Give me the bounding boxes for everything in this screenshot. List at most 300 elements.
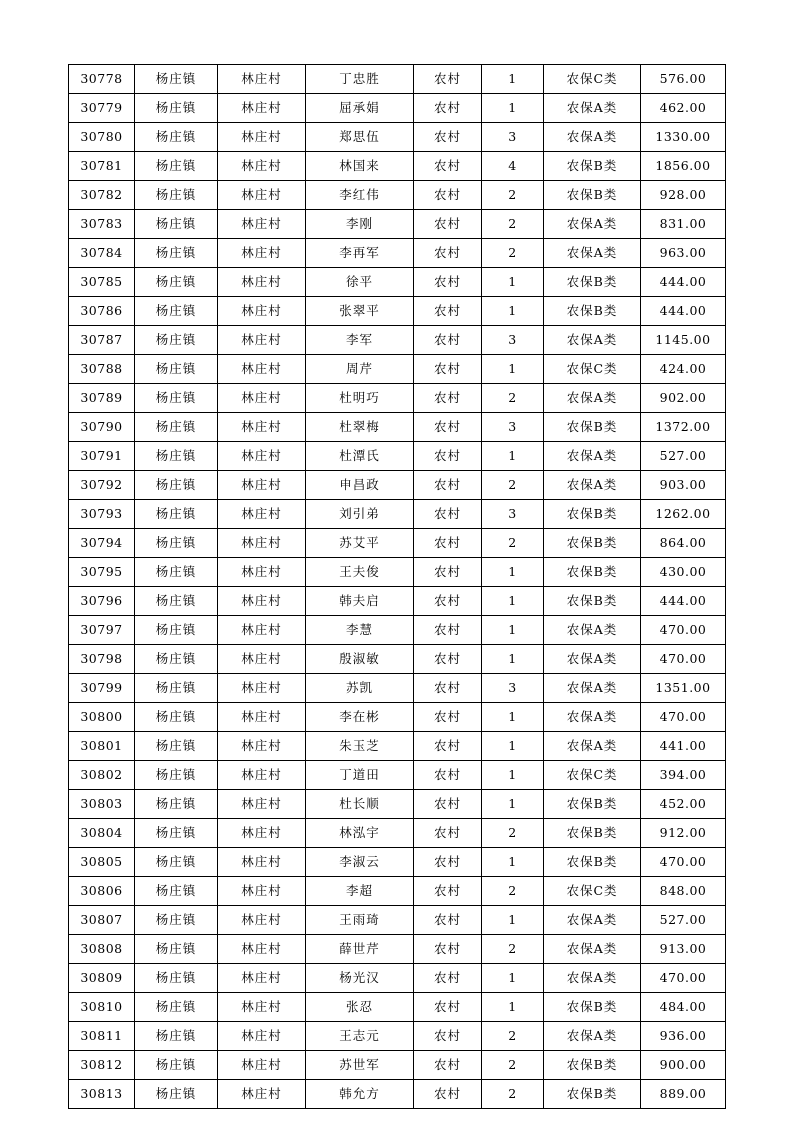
row-category: 农保B类 [544,587,641,616]
row-town: 杨庄镇 [135,993,218,1022]
table-row [69,413,726,442]
row-village: 林庄村 [218,355,306,384]
row-category: 农保A类 [544,616,641,645]
table-row [69,442,726,471]
row-id: 30795 [69,558,135,587]
row-id: 30807 [69,906,135,935]
row-person-count: 2 [482,1022,544,1051]
row-amount: 452.00 [641,790,726,819]
row-id: 30788 [69,355,135,384]
table-row [69,384,726,413]
row-village: 林庄村 [218,645,306,674]
row-category: 农保A类 [544,935,641,964]
table-row [69,326,726,355]
row-village: 林庄村 [218,210,306,239]
row-person-count: 1 [482,964,544,993]
row-household-type: 农村 [414,529,482,558]
row-household-type: 农村 [414,500,482,529]
row-amount: 527.00 [641,442,726,471]
row-household-type: 农村 [414,355,482,384]
row-amount: 470.00 [641,645,726,674]
row-town: 杨庄镇 [135,442,218,471]
row-person-count: 1 [482,906,544,935]
row-id: 30808 [69,935,135,964]
row-person-count: 2 [482,877,544,906]
row-amount: 912.00 [641,819,726,848]
row-amount: 1262.00 [641,500,726,529]
row-household-type: 农村 [414,1022,482,1051]
row-town: 杨庄镇 [135,326,218,355]
row-id: 30787 [69,326,135,355]
row-village: 林庄村 [218,587,306,616]
row-id: 30780 [69,123,135,152]
row-id: 30792 [69,471,135,500]
row-id: 30800 [69,703,135,732]
row-town: 杨庄镇 [135,1080,218,1109]
row-household-type: 农村 [414,674,482,703]
row-household-type: 农村 [414,645,482,674]
row-household-type: 农村 [414,1051,482,1080]
row-category: 农保B类 [544,993,641,1022]
row-village: 林庄村 [218,993,306,1022]
row-town: 杨庄镇 [135,674,218,703]
row-household-type: 农村 [414,471,482,500]
table-row [69,558,726,587]
table-row [69,761,726,790]
table-row [69,1022,726,1051]
row-village: 林庄村 [218,1080,306,1109]
table-row [69,210,726,239]
table-row [69,94,726,123]
row-category: 农保B类 [544,413,641,442]
beneficiary-table [68,64,726,1109]
row-amount: 1145.00 [641,326,726,355]
row-village: 林庄村 [218,500,306,529]
row-amount: 430.00 [641,558,726,587]
row-name: 丁忠胜 [306,65,414,94]
row-town: 杨庄镇 [135,471,218,500]
table-row [69,790,726,819]
row-person-count: 1 [482,65,544,94]
row-person-count: 1 [482,993,544,1022]
row-town: 杨庄镇 [135,587,218,616]
row-town: 杨庄镇 [135,703,218,732]
row-amount: 484.00 [641,993,726,1022]
row-amount: 470.00 [641,848,726,877]
table-row [69,500,726,529]
row-amount: 963.00 [641,239,726,268]
row-person-count: 3 [482,326,544,355]
row-category: 农保A类 [544,964,641,993]
row-id: 30801 [69,732,135,761]
row-town: 杨庄镇 [135,1051,218,1080]
row-town: 杨庄镇 [135,268,218,297]
row-category: 农保B类 [544,500,641,529]
row-category: 农保B类 [544,819,641,848]
row-person-count: 1 [482,645,544,674]
row-id: 30803 [69,790,135,819]
row-village: 林庄村 [218,123,306,152]
row-category: 农保A类 [544,326,641,355]
row-amount: 864.00 [641,529,726,558]
row-amount: 444.00 [641,268,726,297]
table-row [69,1080,726,1109]
row-category: 农保B类 [544,181,641,210]
row-amount: 462.00 [641,94,726,123]
row-amount: 394.00 [641,761,726,790]
row-town: 杨庄镇 [135,297,218,326]
row-category: 农保B类 [544,1051,641,1080]
row-name: 周芹 [306,355,414,384]
row-town: 杨庄镇 [135,877,218,906]
row-household-type: 农村 [414,848,482,877]
row-town: 杨庄镇 [135,384,218,413]
row-amount: 1372.00 [641,413,726,442]
table-row [69,268,726,297]
row-amount: 576.00 [641,65,726,94]
table-row [69,993,726,1022]
table-row [69,616,726,645]
row-name: 苏世军 [306,1051,414,1080]
row-town: 杨庄镇 [135,500,218,529]
row-town: 杨庄镇 [135,355,218,384]
row-id: 30796 [69,587,135,616]
row-town: 杨庄镇 [135,529,218,558]
row-village: 林庄村 [218,268,306,297]
row-name: 李再军 [306,239,414,268]
row-category: 农保B类 [544,790,641,819]
row-town: 杨庄镇 [135,935,218,964]
row-village: 林庄村 [218,848,306,877]
row-amount: 889.00 [641,1080,726,1109]
row-town: 杨庄镇 [135,848,218,877]
row-person-count: 2 [482,529,544,558]
row-amount: 470.00 [641,964,726,993]
row-person-count: 2 [482,819,544,848]
row-amount: 470.00 [641,616,726,645]
row-amount: 444.00 [641,297,726,326]
row-amount: 900.00 [641,1051,726,1080]
row-id: 30804 [69,819,135,848]
row-category: 农保A类 [544,645,641,674]
row-name: 李刚 [306,210,414,239]
row-id: 30778 [69,65,135,94]
row-category: 农保C类 [544,355,641,384]
row-town: 杨庄镇 [135,964,218,993]
row-village: 林庄村 [218,877,306,906]
row-name: 苏艾平 [306,529,414,558]
row-town: 杨庄镇 [135,761,218,790]
row-id: 30793 [69,500,135,529]
row-household-type: 农村 [414,326,482,355]
row-household-type: 农村 [414,413,482,442]
row-town: 杨庄镇 [135,558,218,587]
row-category: 农保B类 [544,152,641,181]
row-village: 林庄村 [218,906,306,935]
row-household-type: 农村 [414,790,482,819]
row-category: 农保A类 [544,732,641,761]
row-name: 苏凯 [306,674,414,703]
table-row [69,355,726,384]
row-household-type: 农村 [414,906,482,935]
row-person-count: 1 [482,616,544,645]
row-village: 林庄村 [218,239,306,268]
row-id: 30794 [69,529,135,558]
table-row [69,239,726,268]
row-household-type: 农村 [414,964,482,993]
table-row [69,123,726,152]
row-person-count: 1 [482,558,544,587]
row-village: 林庄村 [218,94,306,123]
row-name: 徐平 [306,268,414,297]
row-household-type: 农村 [414,703,482,732]
row-name: 林国来 [306,152,414,181]
row-person-count: 1 [482,355,544,384]
row-household-type: 农村 [414,877,482,906]
row-id: 30786 [69,297,135,326]
row-category: 农保A类 [544,94,641,123]
row-village: 林庄村 [218,819,306,848]
row-person-count: 1 [482,732,544,761]
row-amount: 903.00 [641,471,726,500]
row-person-count: 1 [482,790,544,819]
row-name: 李军 [306,326,414,355]
row-village: 林庄村 [218,1022,306,1051]
row-id: 30783 [69,210,135,239]
row-category: 农保A类 [544,674,641,703]
row-person-count: 2 [482,181,544,210]
row-name: 张翠平 [306,297,414,326]
row-name: 李淑云 [306,848,414,877]
row-household-type: 农村 [414,761,482,790]
row-household-type: 农村 [414,819,482,848]
row-category: 农保C类 [544,877,641,906]
row-household-type: 农村 [414,1080,482,1109]
row-category: 农保A类 [544,210,641,239]
row-id: 30791 [69,442,135,471]
table-row [69,819,726,848]
row-amount: 441.00 [641,732,726,761]
row-village: 林庄村 [218,935,306,964]
row-town: 杨庄镇 [135,819,218,848]
row-person-count: 1 [482,268,544,297]
row-id: 30798 [69,645,135,674]
row-amount: 470.00 [641,703,726,732]
row-village: 林庄村 [218,471,306,500]
table-row [69,471,726,500]
row-amount: 444.00 [641,587,726,616]
row-name: 刘引弟 [306,500,414,529]
row-town: 杨庄镇 [135,790,218,819]
row-household-type: 农村 [414,732,482,761]
row-amount: 913.00 [641,935,726,964]
row-village: 林庄村 [218,65,306,94]
row-town: 杨庄镇 [135,123,218,152]
row-village: 林庄村 [218,152,306,181]
table-row [69,645,726,674]
row-name: 郑思伍 [306,123,414,152]
row-id: 30806 [69,877,135,906]
row-name: 杜翠梅 [306,413,414,442]
row-amount: 527.00 [641,906,726,935]
row-village: 林庄村 [218,964,306,993]
row-person-count: 1 [482,297,544,326]
row-id: 30805 [69,848,135,877]
row-household-type: 农村 [414,993,482,1022]
row-person-count: 2 [482,384,544,413]
table-row [69,65,726,94]
row-household-type: 农村 [414,616,482,645]
row-name: 杜长顺 [306,790,414,819]
row-village: 林庄村 [218,384,306,413]
row-household-type: 农村 [414,239,482,268]
row-person-count: 2 [482,1080,544,1109]
row-category: 农保A类 [544,1022,641,1051]
row-person-count: 2 [482,239,544,268]
row-person-count: 1 [482,761,544,790]
table-row [69,152,726,181]
row-household-type: 农村 [414,558,482,587]
row-name: 屈承娟 [306,94,414,123]
row-amount: 936.00 [641,1022,726,1051]
row-village: 林庄村 [218,790,306,819]
row-name: 薛世芹 [306,935,414,964]
row-village: 林庄村 [218,442,306,471]
row-person-count: 3 [482,123,544,152]
row-name: 王志元 [306,1022,414,1051]
row-village: 林庄村 [218,326,306,355]
row-village: 林庄村 [218,558,306,587]
row-name: 李慧 [306,616,414,645]
row-category: 农保C类 [544,761,641,790]
row-person-count: 1 [482,442,544,471]
row-amount: 928.00 [641,181,726,210]
row-village: 林庄村 [218,674,306,703]
row-village: 林庄村 [218,529,306,558]
row-name: 杜明巧 [306,384,414,413]
row-village: 林庄村 [218,1051,306,1080]
row-name: 林泓宇 [306,819,414,848]
row-category: 农保A类 [544,703,641,732]
row-household-type: 农村 [414,587,482,616]
row-person-count: 1 [482,703,544,732]
row-household-type: 农村 [414,935,482,964]
row-person-count: 3 [482,674,544,703]
row-id: 30797 [69,616,135,645]
row-name: 韩允方 [306,1080,414,1109]
row-household-type: 农村 [414,268,482,297]
row-amount: 424.00 [641,355,726,384]
row-category: 农保C类 [544,65,641,94]
row-household-type: 农村 [414,297,482,326]
row-name: 丁道田 [306,761,414,790]
row-category: 农保A类 [544,471,641,500]
row-town: 杨庄镇 [135,181,218,210]
row-name: 殷淑敏 [306,645,414,674]
row-category: 农保A类 [544,123,641,152]
row-person-count: 2 [482,210,544,239]
row-town: 杨庄镇 [135,239,218,268]
row-town: 杨庄镇 [135,65,218,94]
row-household-type: 农村 [414,210,482,239]
row-id: 30781 [69,152,135,181]
row-name: 李超 [306,877,414,906]
row-household-type: 农村 [414,123,482,152]
row-category: 农保B类 [544,558,641,587]
row-id: 30799 [69,674,135,703]
row-id: 30811 [69,1022,135,1051]
table-row [69,964,726,993]
row-category: 农保A类 [544,906,641,935]
row-household-type: 农村 [414,65,482,94]
row-id: 30779 [69,94,135,123]
row-village: 林庄村 [218,413,306,442]
row-village: 林庄村 [218,297,306,326]
row-name: 杨光汉 [306,964,414,993]
row-town: 杨庄镇 [135,616,218,645]
row-person-count: 1 [482,94,544,123]
row-name: 朱玉芝 [306,732,414,761]
row-person-count: 1 [482,848,544,877]
row-category: 农保B类 [544,848,641,877]
row-id: 30812 [69,1051,135,1080]
row-amount: 1856.00 [641,152,726,181]
row-person-count: 3 [482,413,544,442]
row-household-type: 农村 [414,94,482,123]
row-id: 30785 [69,268,135,297]
row-household-type: 农村 [414,152,482,181]
row-id: 30790 [69,413,135,442]
row-household-type: 农村 [414,181,482,210]
row-person-count: 3 [482,500,544,529]
row-id: 30789 [69,384,135,413]
table-row [69,529,726,558]
row-amount: 1351.00 [641,674,726,703]
row-name: 杜潭氏 [306,442,414,471]
row-person-count: 4 [482,152,544,181]
row-name: 韩夫启 [306,587,414,616]
row-person-count: 2 [482,935,544,964]
row-village: 林庄村 [218,703,306,732]
row-name: 王雨琦 [306,906,414,935]
row-amount: 1330.00 [641,123,726,152]
table-row [69,703,726,732]
row-village: 林庄村 [218,761,306,790]
row-person-count: 2 [482,471,544,500]
row-town: 杨庄镇 [135,1022,218,1051]
row-town: 杨庄镇 [135,210,218,239]
row-town: 杨庄镇 [135,906,218,935]
row-household-type: 农村 [414,442,482,471]
row-town: 杨庄镇 [135,94,218,123]
row-category: 农保B类 [544,1080,641,1109]
row-town: 杨庄镇 [135,152,218,181]
row-id: 30813 [69,1080,135,1109]
row-id: 30809 [69,964,135,993]
table-row [69,906,726,935]
row-village: 林庄村 [218,181,306,210]
row-category: 农保B类 [544,529,641,558]
table-row [69,181,726,210]
row-id: 30810 [69,993,135,1022]
row-town: 杨庄镇 [135,413,218,442]
row-name: 王夫俊 [306,558,414,587]
table-row [69,297,726,326]
row-name: 李红伟 [306,181,414,210]
row-id: 30782 [69,181,135,210]
table-row [69,1051,726,1080]
row-amount: 902.00 [641,384,726,413]
